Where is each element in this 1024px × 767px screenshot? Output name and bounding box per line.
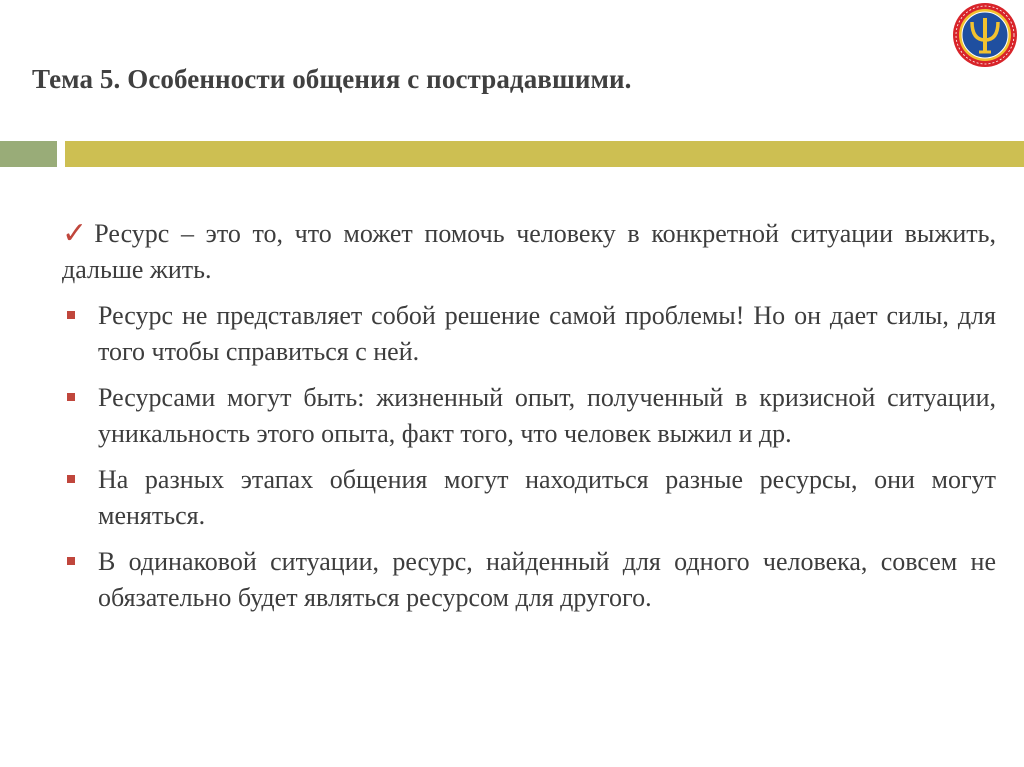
psi-emblem-logo — [952, 2, 1018, 68]
intro-paragraph — [62, 216, 996, 288]
square-bullet-icon — [67, 557, 75, 565]
list-item — [62, 462, 996, 534]
psi-emblem-icon — [952, 2, 1018, 68]
intro-text: Ресурс – это то, что может помочь человеку в конкретной ситуации выжить, дальше жить. — [62, 219, 996, 284]
bullet-list — [62, 298, 996, 616]
list-item-text: На разных этапах общения могут находиться разные ресурсы, они могут меняться. — [98, 465, 996, 530]
list-item — [62, 380, 996, 452]
slide-content — [62, 216, 996, 626]
square-bullet-icon — [67, 393, 75, 401]
accent-bar-gold — [65, 141, 1024, 167]
list-item — [62, 298, 996, 370]
title-area — [0, 0, 1024, 138]
square-bullet-icon — [67, 311, 75, 319]
accent-bar-green — [0, 141, 57, 167]
list-item-text: Ресурс не представляет собой решение самой проблемы! Но он дает силы, для того чтобы справиться с ней. — [98, 301, 996, 366]
list-item — [62, 544, 996, 616]
square-bullet-icon — [67, 475, 75, 483]
list-item-text: В одинаковой ситуации, ресурс, найденный для одного человека, совсем не обязательно будет являться ресурсом для другого. — [98, 547, 996, 612]
list-item-text: Ресурсами могут быть: жизненный опыт, полученный в кризисной ситуации, уникальность этого опыта, факт того, что человек выжил и др. — [98, 383, 996, 448]
slide-title: Тема 5. Особенности общения с пострадавшими. — [32, 64, 632, 94]
checkmark-icon: ✓ — [62, 216, 93, 251]
